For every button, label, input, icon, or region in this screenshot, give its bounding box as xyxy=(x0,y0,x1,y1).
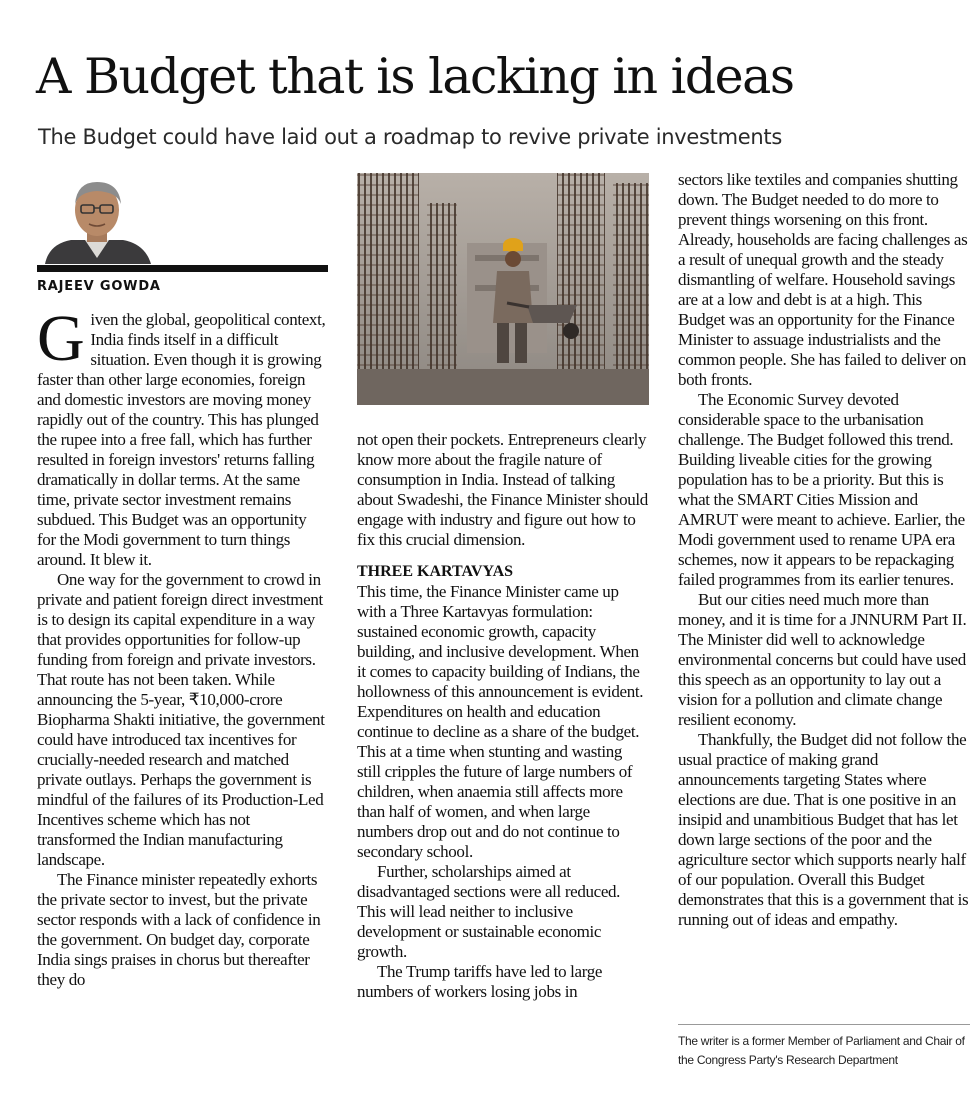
author-photo xyxy=(37,174,157,264)
author-byline: RAJEEV GOWDA xyxy=(37,279,161,294)
paragraph xyxy=(37,302,329,570)
paragraph-text: iven the global, geopolitical context, India finds itself in a difficult situation. Even though it is growing faster than other large economies, foreign and domestic investors are moving money rapidly out of the country. This has plunged the rupee into a free fall, which has further resulted in foreign investors' returns falling dramatically in dollar terms. At the same time, private sector investment remains subdued. This Budget was an opportunity for the Modi government to turn things around. It blew it. xyxy=(37,310,326,569)
paragraph: The Trump tariffs have led to large numbers of workers losing jobs in xyxy=(357,962,603,1001)
paragraph: Further, scholarships aimed at disadvantaged sections were all reduced. This will lead neither to inclusive development or sustainable economic growth. xyxy=(357,862,621,961)
paragraph: The Finance minister repeatedly exhorts the private sector to invest, but the private sector responds with a lack of confidence in the government. On budget day, corporate India sings praises in chorus but thereafter they do xyxy=(37,870,321,989)
paragraph: But our cities need much more than money, and it is time for a JNNURM Part II. The Minister did well to acknowledge environmental concerns but could have used this speech as an opportunity to lay out a vision for a pollution and climate change resilient economy. xyxy=(678,590,967,729)
construction-photo xyxy=(357,173,649,405)
paragraph: sectors like textiles and companies shutting down. The Budget needed to do more to prevent things worsening on this front. Already, households are facing challenges as a result of unequal growth and the steady dismantling of welfare. Household savings are at a low and debt is at a high. This Budget was an opportunity for the Finance Minister to assuage industrialists and the common people. She has failed to deliver on both fronts. xyxy=(678,170,968,389)
paragraph: Thankfully, the Budget did not follow the usual practice of making grand announcements targeting States where elections are due. That is one positive in an insipid and unambitious Budget that has let down large sections of the poor and the agriculture sector which supports nearly half of our population. Overall this Budget demonstrates that this is a government that is running out of ideas and empathy. xyxy=(678,730,969,929)
author-rule xyxy=(37,265,328,272)
article-column-2 xyxy=(357,430,649,1002)
paragraph: This time, the Finance Minister came up with a Three Kartavyas formulation: sustained economic growth, capacity building, and inclusive development. When it comes to capacity building of Indians, the hollowness of this announcement is evident. Expenditures on health and education continue to decline as a share of the budget. This at a time when stunting and wasting still cripples the future of large numbers of children, when anaemia still affects more than half of women, and when large numbers drop out and do not continue to secondary school. xyxy=(357,582,644,861)
article-column-3 xyxy=(678,170,970,930)
paragraph: One way for the government to crowd in private and patient foreign direct investment is to design its capital expenditure in a way that provides opportunities for follow-up funding from foreign and private investors. That route has not been taken. While announcing the 5-year, ₹10,000-crore Biopharma Shakti initiative, the government could have introduced tax incentives for crucially-needed research and matched private outlays. Perhaps the government is mindful of the failures of its Production-Led Incentives scheme which has not transformed the Indian manufacturing landscape. xyxy=(37,570,325,869)
article-column-1 xyxy=(37,302,329,990)
subheadline: The Budget could have laid out a roadmap to revive private investments xyxy=(38,125,782,149)
headline: A Budget that is lacking in ideas xyxy=(36,48,794,105)
author-note: The writer is a former Member of Parliament and Chair of the Congress Party's Research Department xyxy=(678,1034,965,1067)
paragraph: not open their pockets. Entrepreneurs clearly know more about the fragile nature of consumption in India. Instead of talking about Swadeshi, the Finance Minister should engage with industry and figure out how to fix this crucial dimension. xyxy=(357,430,648,549)
author-note-rule xyxy=(678,1024,970,1025)
drop-cap: G xyxy=(37,302,85,375)
section-subheading: THREE KARTAVYAS xyxy=(357,563,514,580)
paragraph: The Economic Survey devoted considerable space to the urbanisation challenge. The Budget followed this trend. Building liveable cities for the growing population has to be a priority. But this is what the SMART Cities Mission and AMRUT were meant to achieve. Earlier, the Modi government used to rename UPA era schemes, now it appears to be repackaging failed programmes from its earlier tenures. xyxy=(678,390,965,589)
